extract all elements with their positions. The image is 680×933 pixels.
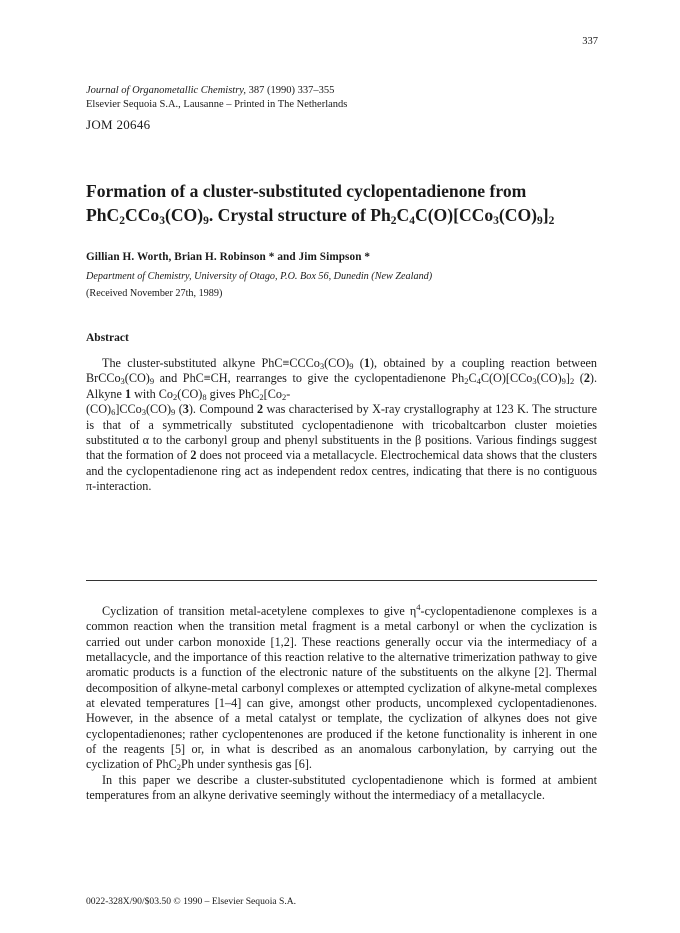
publisher-line: Elsevier Sequoia S.A., Lausanne – Printed in The Netherlands	[86, 99, 348, 110]
footer-copyright: 0022-328X/90/$03.50 © 1990 – Elsevier Sequoia S.A.	[86, 896, 297, 907]
abstract-heading: Abstract	[86, 332, 129, 344]
body-text	[86, 604, 597, 803]
abstract-text: The cluster-substituted alkyne $PhC\equiv CCCo_3(CO)_9$ (1), obtained by a coupling reaction between $BrCCo_3(CO)_9$ and PhC≡CH, rearranges to give the cyclopentadienone $Ph_2C_4C(O)[CCo_3(CO)_9]_2$ (2). Alkyne 1 with $Co_2(CO)_8$ gives $PhC_2[Co_2-$ $(CO)_6]CCo_3(CO)_9$ (3). Compound 2 was characterised by X-ray crystallography at 123 K. The structure is that of a symmetrically substituted cyclopentadienone with tricobaltcarbon cluster moieties substituted α to the carbonyl group and phenyl substituents in the β positions. Various findings suggest that the formation of 2 does not proceed via a metallacycle. Electrochemical data shows that the clusters and the cyclopentadienone ring act as independent redox centres, indicating that there is no contiguous π-interaction.	[86, 356, 598, 494]
affiliation: Department of Chemistry, University of Otago, P.O. Box 56, Dunedin (New Zealand)	[86, 271, 433, 282]
journal-header	[86, 84, 347, 112]
page-number: 337	[582, 36, 598, 47]
article-title	[86, 179, 606, 227]
title-line-2: $PhC_2CCo_3(CO)_9$. Crystal structure of $Ph_2C_4C(O)[CCo_3(CO)_9]_2$	[86, 205, 555, 227]
journal-volume: 387 (1990) 337–355	[246, 85, 335, 96]
paragraph-2: In this paper we describe a cluster-substituted cyclopentadienone which is formed at ambient temperatures from an alkyne derivative seemingly without the intermediacy of a metallacycle.	[86, 772, 597, 803]
paragraph-1: Cyclization of transition metal-acetylene complexes to give $\eta^4$-cyclopentadienone complexes is a common reaction when the transition metal fragment is a metal carbonyl or when the cyclization is carried out under carbon monoxide [1,2]. These reactions generally occur via the intermediacy of a metallacycle, and the importance of this reaction relative to the alternative trimerization pathway to give aromatic products is a function of the electronic nature of the substituents on the alkyne [2]. Thermal decomposition of alkyne-metal carbonyl complexes or attempted cyclization of alkyne-metal complexes at elevated temperatures [1–4] can give, amongst other products, uncomplexed cyclopentadienones. However, in the absence of a metal catalyst or template, the cyclization of alkynes does not give cyclopentadienones; rather cyclopentenones are produced if the ketone functionality is inherent in one of the reagents [5] or, in what is described as an anomalous carbonylation, by carrying out the cyclization of PhC$_2$Ph under synthesis gas [6].	[86, 602, 597, 773]
section-divider	[86, 580, 597, 581]
authors: Gillian H. Worth, Brian H. Robinson * and Jim Simpson *	[86, 251, 371, 263]
received-date: (Received November 27th, 1989)	[86, 288, 223, 299]
journal-code: JOM 20646	[86, 117, 151, 132]
journal-name: Journal of Organometallic Chemistry,	[86, 85, 247, 96]
title-line-1: Formation of a cluster-substituted cyclopentadienone from	[86, 181, 527, 201]
